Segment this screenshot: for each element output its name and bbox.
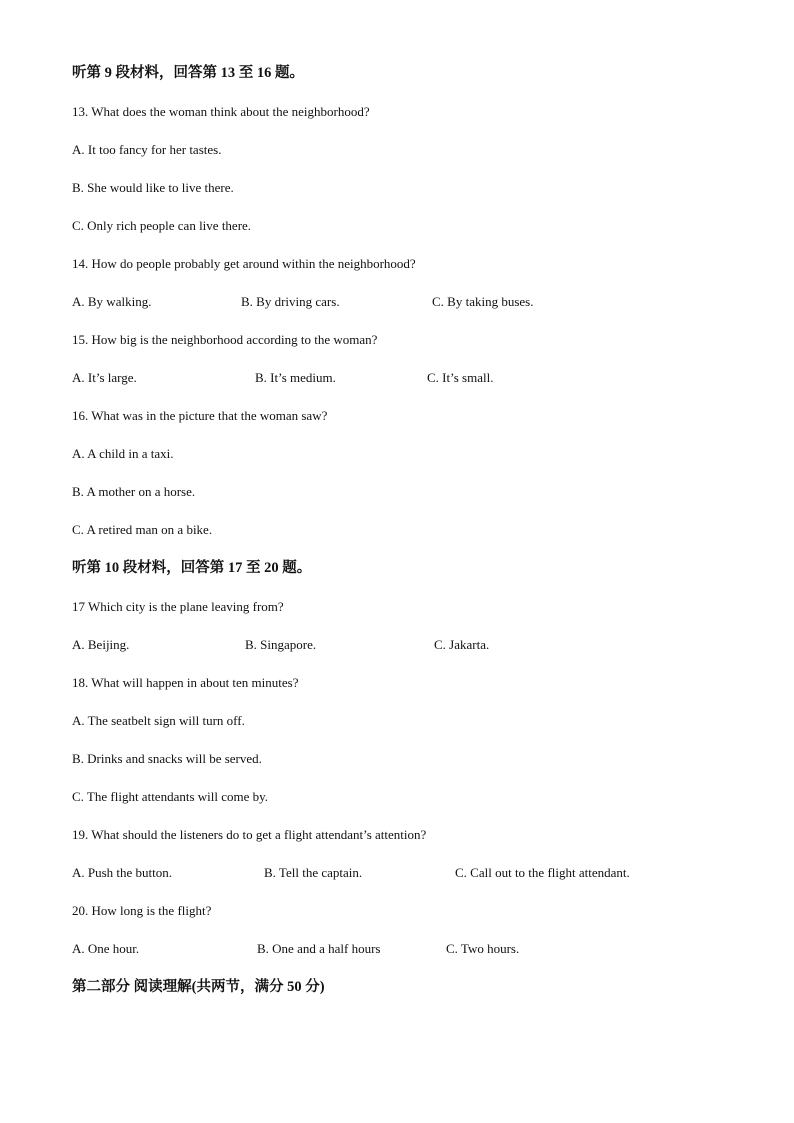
- question-stem: 14. How do people probably get around within the neighborhood?: [72, 256, 416, 271]
- answer-option: A. The seatbelt sign will turn off.: [72, 713, 245, 728]
- answer-option: B. Tell the captain.: [264, 865, 363, 880]
- answer-option: A. It’s large.: [72, 370, 137, 385]
- answer-option: C. It’s small.: [427, 370, 494, 385]
- question-stem: 18. What will happen in about ten minutes?: [72, 675, 299, 690]
- answer-option: C. The flight attendants will come by.: [72, 789, 269, 804]
- answer-option: B. By driving cars.: [241, 294, 340, 309]
- answer-option: A. Beijing.: [72, 637, 130, 652]
- question-stem: 13. What does the woman think about the neighborhood?: [72, 104, 370, 119]
- answer-option: C. Jakarta.: [434, 637, 490, 652]
- answer-option: B. It’s medium.: [255, 370, 336, 385]
- part-two-heading: 第二部分 阅读理解(共两节，满分 50 分): [72, 979, 325, 995]
- answer-option: A. By walking.: [72, 294, 152, 309]
- question-stem: 19. What should the listeners do to get a flight attendant’s attention?: [72, 827, 427, 842]
- answer-option: C. Only rich people can live there.: [72, 218, 252, 233]
- answer-option: C. Call out to the flight attendant.: [455, 865, 630, 880]
- answer-option: A. Push the button.: [72, 865, 173, 880]
- question-stem: 16. What was in the picture that the woman saw?: [72, 408, 328, 423]
- question-stem: 15. How big is the neighborhood according to the woman?: [72, 332, 378, 347]
- section-heading: 听第 9 段材料，回答第 13 至 16 题。: [72, 65, 304, 81]
- answer-option: B. Singapore.: [245, 637, 317, 652]
- answer-option: A. It too fancy for her tastes.: [72, 142, 222, 157]
- answer-option: B. She would like to live there.: [72, 180, 234, 195]
- answer-option: A. One hour.: [72, 941, 140, 956]
- answer-option: B. Drinks and snacks will be served.: [72, 751, 262, 766]
- question-stem: 17 Which city is the plane leaving from?: [72, 599, 284, 614]
- section-heading: 听第 10 段材料，回答第 17 至 20 题。: [72, 560, 312, 576]
- answer-option: B. One and a half hours: [257, 941, 381, 956]
- answer-option: A. A child in a taxi.: [72, 446, 174, 461]
- answer-option: B. A mother on a horse.: [72, 484, 196, 499]
- answer-option: C. By taking buses.: [432, 294, 534, 309]
- answer-option: C. Two hours.: [446, 941, 520, 956]
- answer-option: C. A retired man on a bike.: [72, 522, 213, 537]
- question-stem: 20. How long is the flight?: [72, 903, 212, 918]
